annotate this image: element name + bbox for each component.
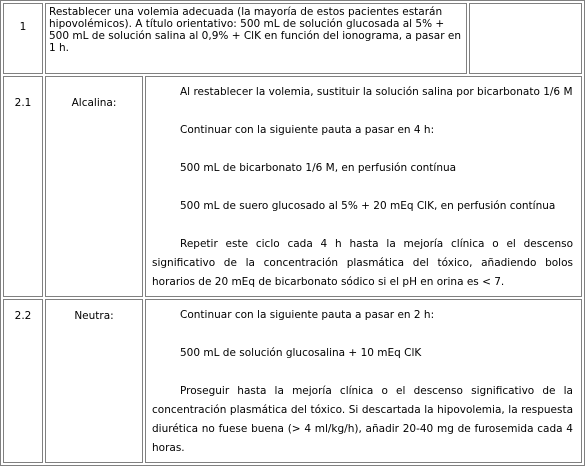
paragraph: Proseguir hasta la mejoría clínica o el descenso significativo de la concentración plasmática del tóxico. Si descartada la hipovolemia, la respuesta diurética no fuese buena (> 4 ml/kg/h), añadir 20-40 mg de furosemida cada 4 horas. [152, 385, 573, 454]
row-body [145, 76, 582, 297]
row-number: 2.1 [3, 76, 43, 297]
row-number: 2.2 [3, 299, 43, 463]
paragraph: Repetir este ciclo cada 4 h hasta la mejoría clínica o el descenso significativo de la concentración plasmática del tóxico, añadiendo bolos horarios de 20 mEq de bicarbonato sódico si el pH en orina es < 7. [152, 238, 573, 288]
paragraph: Continuar con la siguiente pauta a pasar en 2 h: [180, 309, 435, 321]
row-label: Alcalina: [45, 76, 143, 297]
paragraph: Al restablecer la volemia, sustituir la solución salina por bicarbonato 1/6 M [180, 86, 573, 98]
table-row [3, 76, 582, 297]
row-number: 1 [3, 3, 43, 74]
empty-cell [469, 3, 582, 74]
table-row [3, 3, 582, 74]
paragraph: 500 mL de suero glucosado al 5% + 20 mEq ClK, en perfusión contínua [180, 200, 556, 212]
table-row [3, 299, 582, 463]
paragraph: 500 mL de solución glucosalina + 10 mEq ClK [180, 347, 422, 359]
paragraph: Continuar con la siguiente pauta a pasar en 4 h: [180, 124, 435, 136]
paragraph: 500 mL de bicarbonato 1/6 M, en perfusión contínua [180, 162, 457, 174]
row-text: Restablecer una volemia adecuada (la mayoría de estos pacientes estarán hipovolémicos). A título orientativo: 500 mL de solución glucosada al 5% + 500 mL de solución salina al 0,9% + ClK en función del ionograma, a pasar en 1 h. [45, 3, 467, 74]
row-body [145, 299, 582, 463]
row-label: Neutra: [45, 299, 143, 463]
